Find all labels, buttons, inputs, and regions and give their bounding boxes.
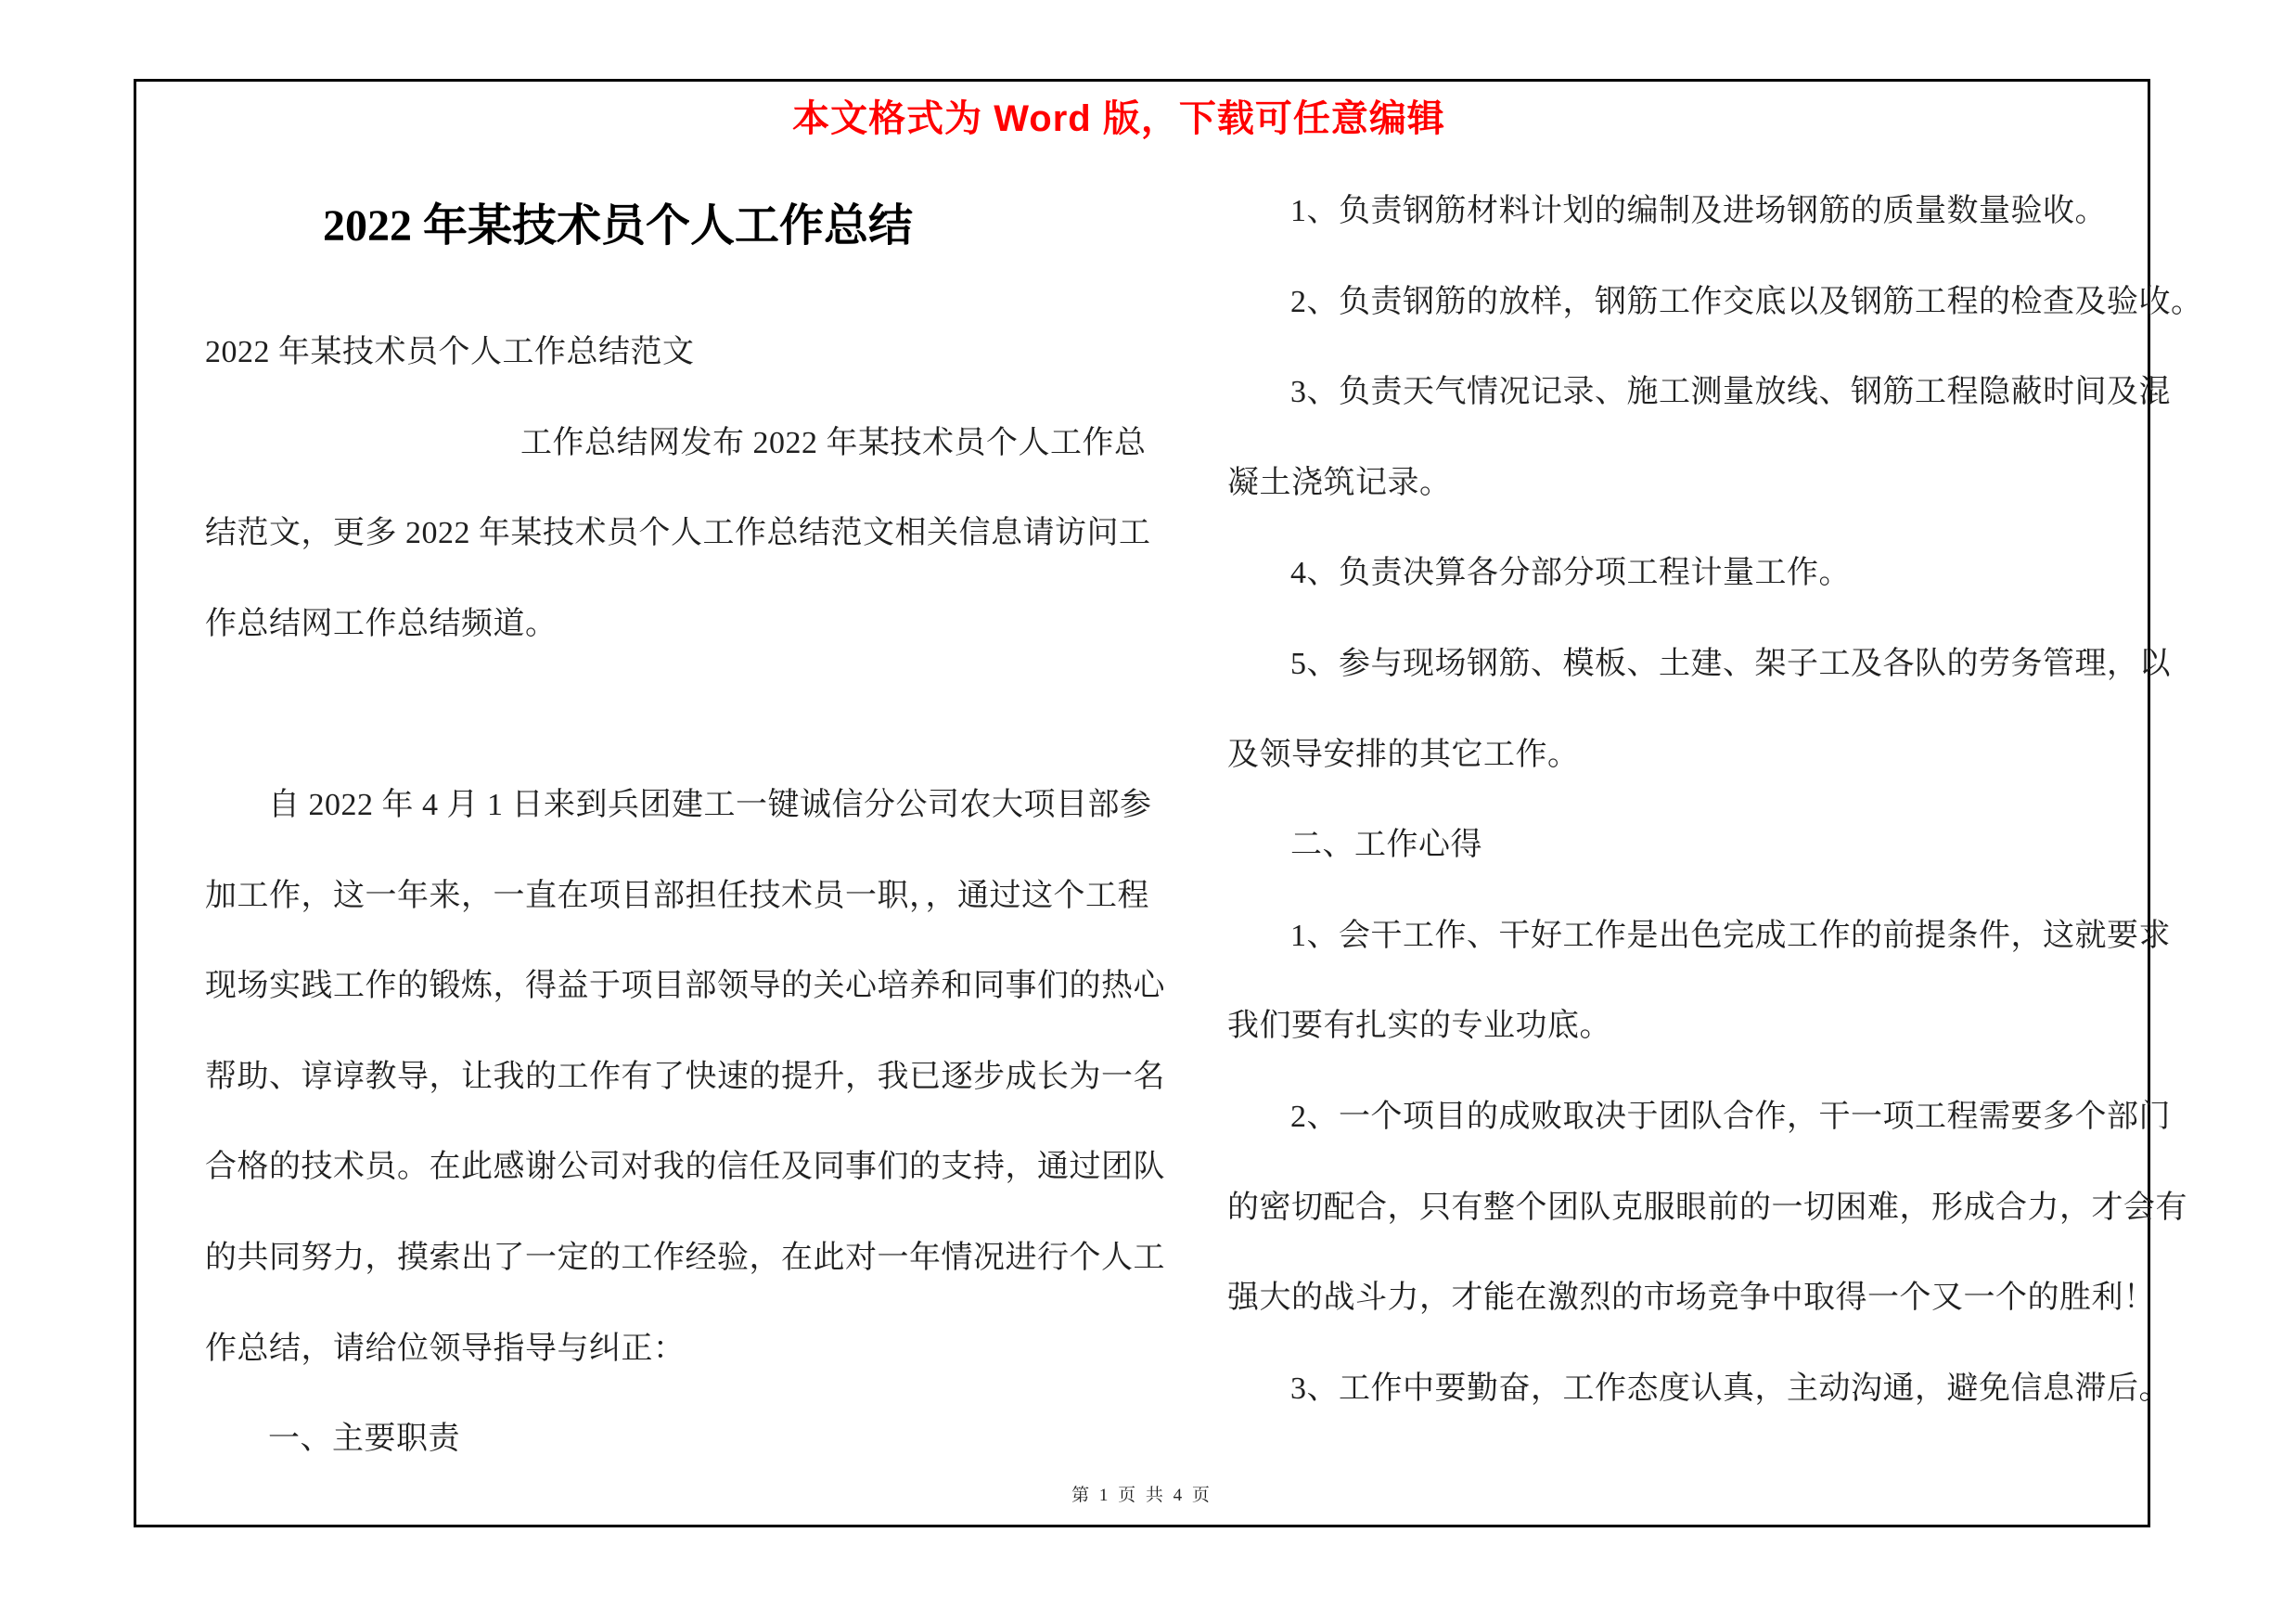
text-line: 结范文，更多 2022 年某技术员个人工作总结范文相关信息请访问工 (205, 516, 1151, 551)
text-line: 2、一个项目的成败取决于团队合作，干一项工程需要多个部门 (1290, 1099, 2171, 1134)
text-line: 的密切配合，只有整个团队克服眼前的一切困难，形成合力，才会有 (1227, 1190, 2187, 1225)
document-title: 2022 年某技术员个人工作总结 (322, 201, 913, 251)
text-line: 现场实践工作的锻炼，得益于项目部领导的关心培养和同事们的热心 (205, 969, 1165, 1004)
text-line: 及领导安排的其它工作。 (1227, 737, 1580, 772)
right-text-column (1227, 166, 2203, 1434)
text-line: 合格的技术员。在此感谢公司对我的信任及同事们的支持，通过团队 (205, 1150, 1165, 1185)
text-line: 4、负责决算各分部分项工程计量工作。 (1290, 556, 1851, 591)
text-line: 2022 年某技术员个人工作总结范文 (205, 335, 695, 369)
text-line: 一、主要职责 (268, 1422, 460, 1457)
text-line: 二、工作心得 (1290, 828, 1482, 863)
document-page-frame (134, 79, 2203, 1527)
text-line: 强大的战斗力，才能在激烈的市场竞争中取得一个又一个的胜利！ (1227, 1281, 2156, 1316)
text-line: 5、参与现场钢筋、模板、土建、架子工及各队的劳务管理，以 (1290, 646, 2171, 681)
left-text-column (205, 307, 1165, 1485)
text-line: 的共同努力，摸索出了一定的工作经验，在此对一年情况进行个人工 (205, 1240, 1165, 1275)
text-line: 1、负责钢筋材料计划的编制及进场钢筋的质量数量验收。 (1290, 194, 2107, 228)
text-line: 凝土浇筑记录。 (1227, 465, 1452, 500)
page-number-footer: 第 1 页 共 4 页 (1071, 1486, 1212, 1505)
text-line: 加工作，这一年来，一直在项目部担任技术员一职，，通过这个工程 (205, 878, 1149, 913)
text-line (205, 669, 1146, 760)
text-line: 作总结，请给位领导指导与纠正： (205, 1331, 686, 1366)
header-notice: 本文格式为 Word 版，下载可任意编辑 (792, 98, 1445, 139)
text-line: 1、会干工作、干好工作是出色完成工作的前提条件，这就要求 (1290, 918, 2171, 953)
text-line: 3、工作中要勤奋，工作态度认真，主动沟通，避免信息滞后。 (1290, 1371, 2171, 1406)
text-line: 自 2022 年 4 月 1 日来到兵团建工一键诚信分公司农大项目部参 (268, 787, 1152, 822)
text-line: 3、负责天气情况记录、施工测量放线、钢筋工程隐蔽时间及混 (1290, 375, 2171, 410)
text-line: 2、负责钢筋的放样，钢筋工作交底以及钢筋工程的检查及验收。 (1290, 284, 2203, 319)
text-line: 工作总结网发布 2022 年某技术员个人工作总 (520, 425, 1147, 460)
text-line: 作总结网工作总结频道。 (205, 606, 558, 641)
text-line: 帮助、谆谆教导，让我的工作有了快速的提升，我已逐步成长为一名 (205, 1059, 1165, 1094)
text-line: 我们要有扎实的专业功底。 (1227, 1009, 1611, 1044)
